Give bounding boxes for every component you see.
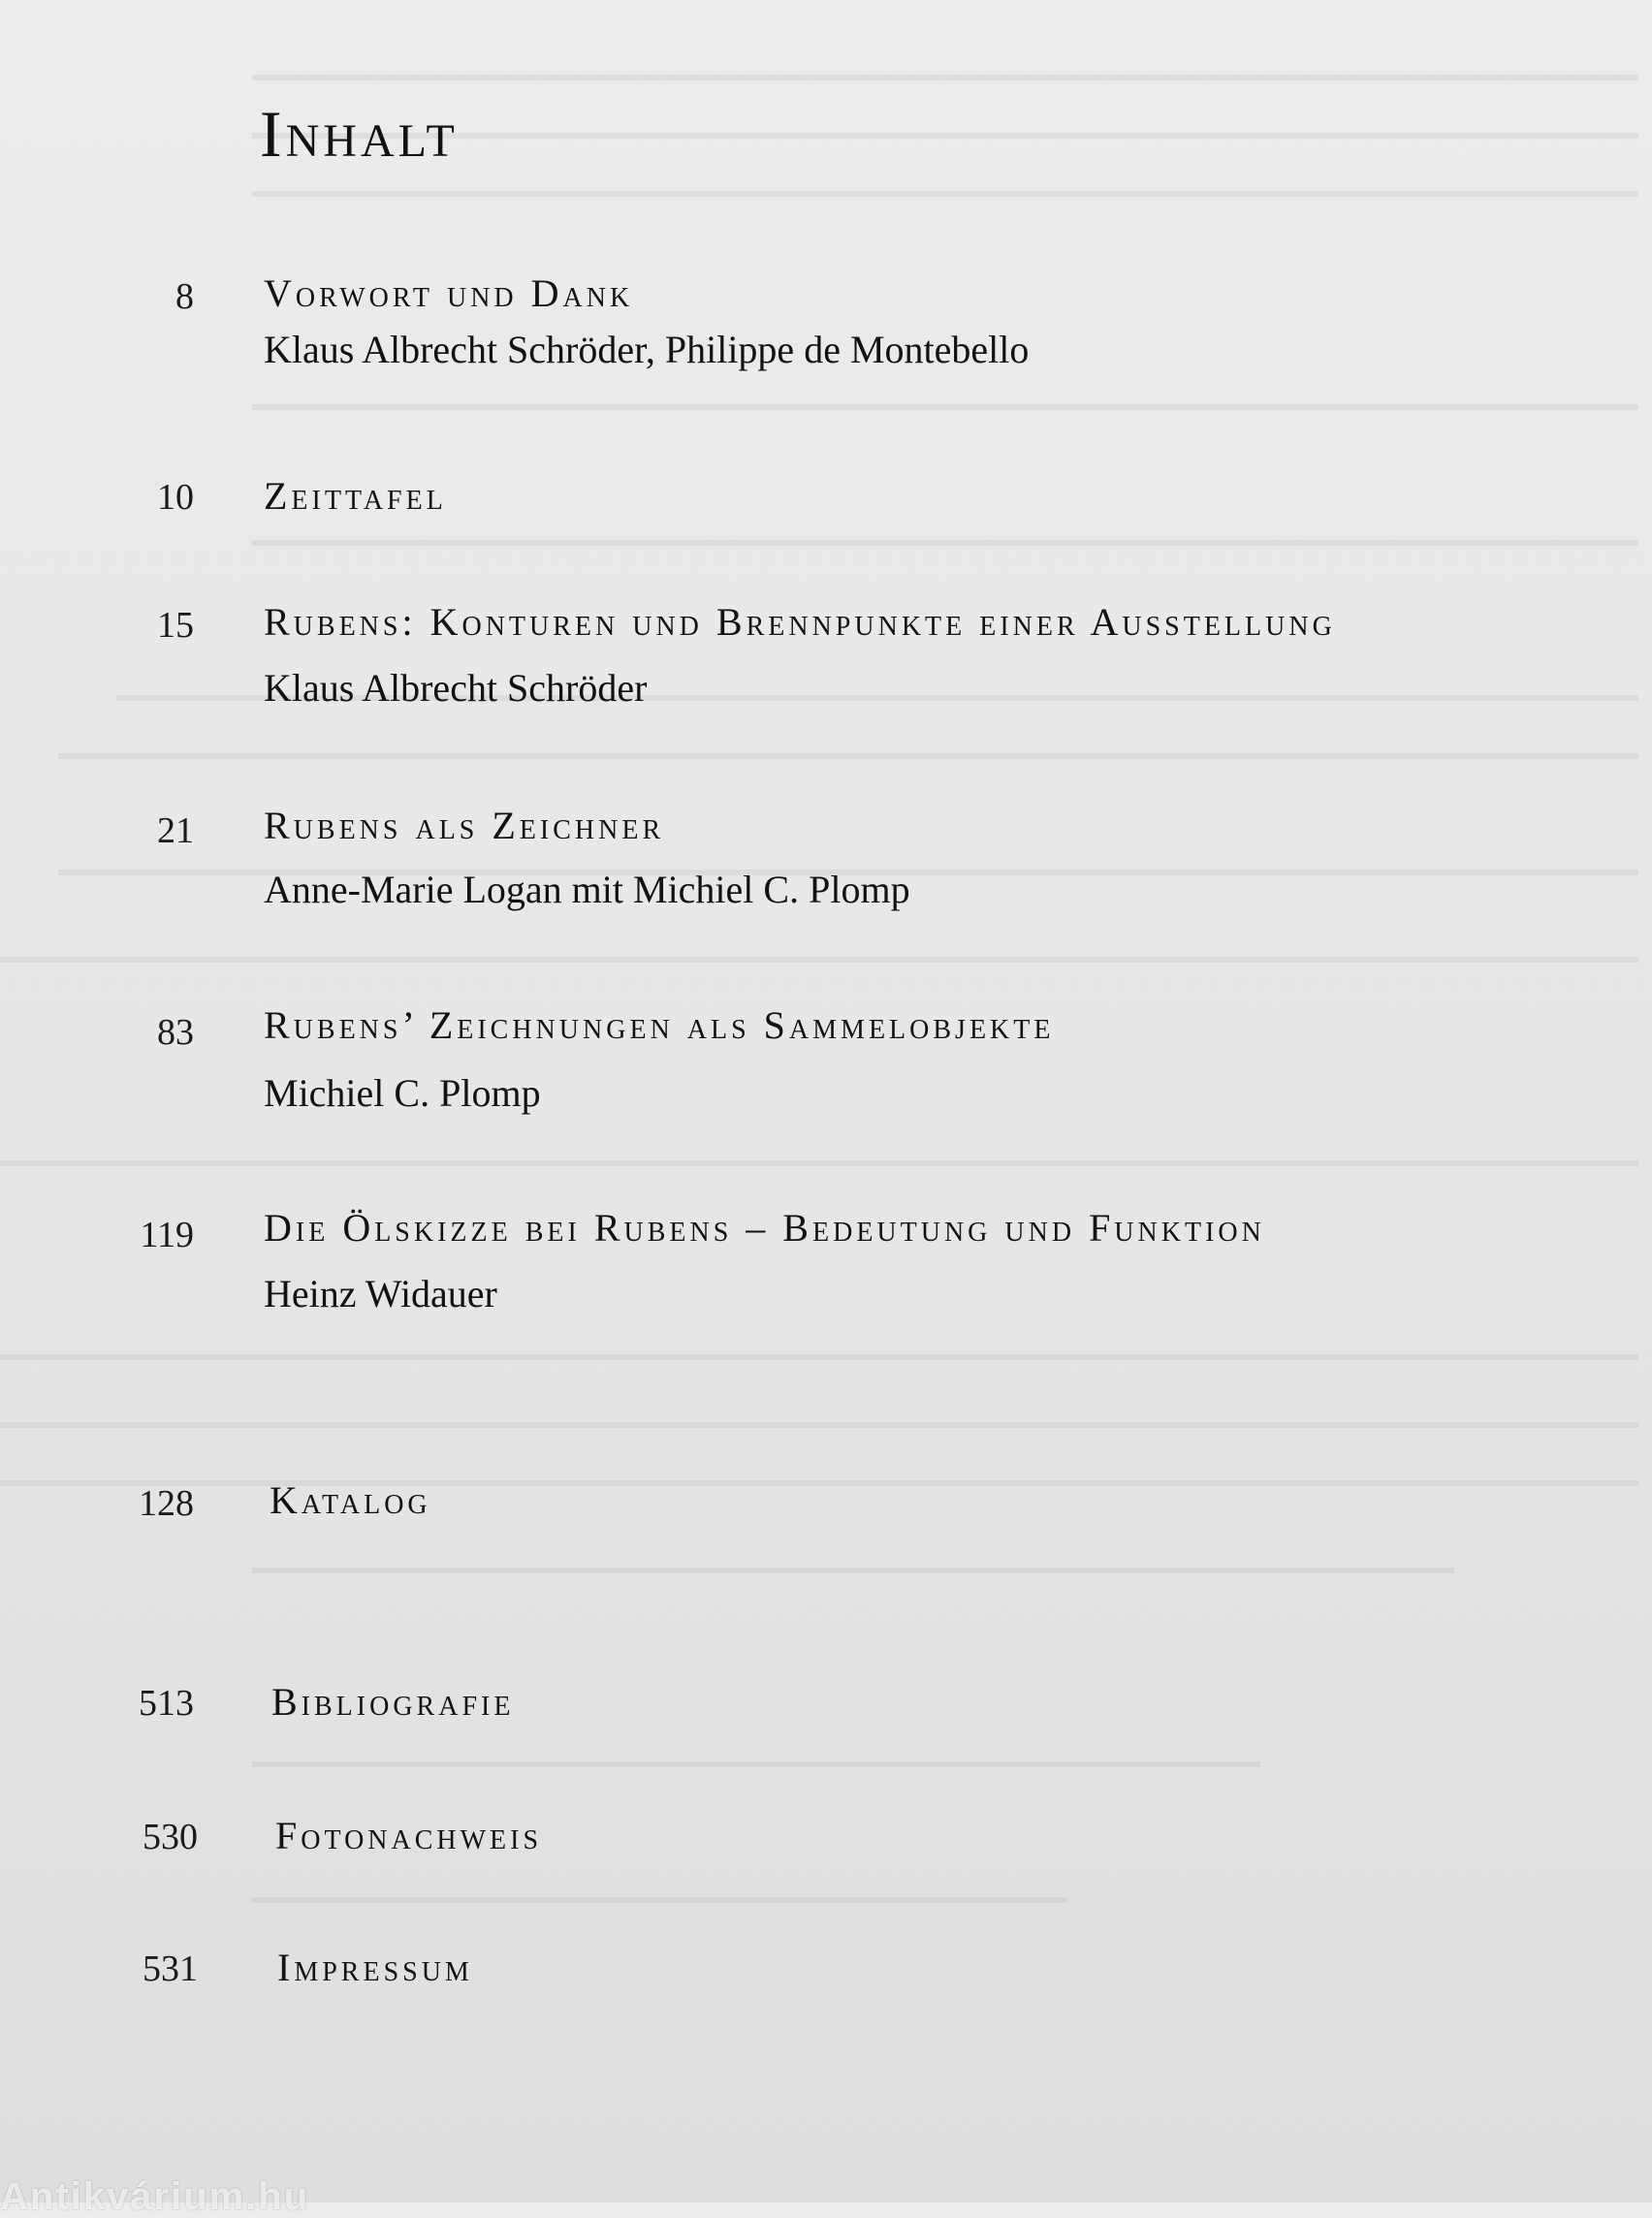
- toc-author: Anne-Marie Logan mit Michiel C. Plomp: [264, 868, 910, 911]
- toc-heading: Fotonachweis: [275, 1814, 543, 1857]
- toc-page-number: 83: [157, 1012, 194, 1053]
- toc-heading: Bibliografie: [271, 1680, 515, 1724]
- toc-heading: Katalog: [270, 1478, 431, 1522]
- toc-page-number: 530: [143, 1817, 198, 1857]
- toc-author: Michiel C. Plomp: [264, 1071, 541, 1115]
- toc-heading: Rubens: Konturen und Brennpunkte einer Ausstellung: [264, 600, 1336, 644]
- toc-heading: Zeittafel: [264, 474, 447, 518]
- toc-page-number: 531: [143, 1949, 198, 1989]
- toc-author: Klaus Albrecht Schröder: [264, 666, 648, 710]
- toc-heading: Rubens als Zeichner: [264, 804, 665, 847]
- page-title: Inhalt: [260, 96, 459, 171]
- toc-author: Heinz Widauer: [264, 1272, 497, 1315]
- toc-page-number: 513: [139, 1683, 194, 1724]
- toc-heading: Impressum: [277, 1946, 473, 1989]
- toc-heading: Die Ölskizze bei Rubens – Bedeutung und Funktion: [264, 1206, 1265, 1250]
- toc-page-number: 119: [140, 1215, 194, 1255]
- toc-page-number: 10: [157, 477, 194, 518]
- toc-page-number: 8: [175, 276, 194, 317]
- toc-heading: Vorwort und Dank: [264, 271, 634, 315]
- toc-heading: Rubens’ Zeichnungen als Sammelobjekte: [264, 1003, 1055, 1047]
- toc-page-number: 15: [157, 605, 194, 646]
- watermark: Antikvárium.hu: [0, 2175, 310, 2218]
- toc-author: Klaus Albrecht Schröder, Philippe de Montebello: [264, 328, 1030, 371]
- toc-page-number: 21: [157, 810, 194, 851]
- toc-page-number: 128: [139, 1483, 194, 1524]
